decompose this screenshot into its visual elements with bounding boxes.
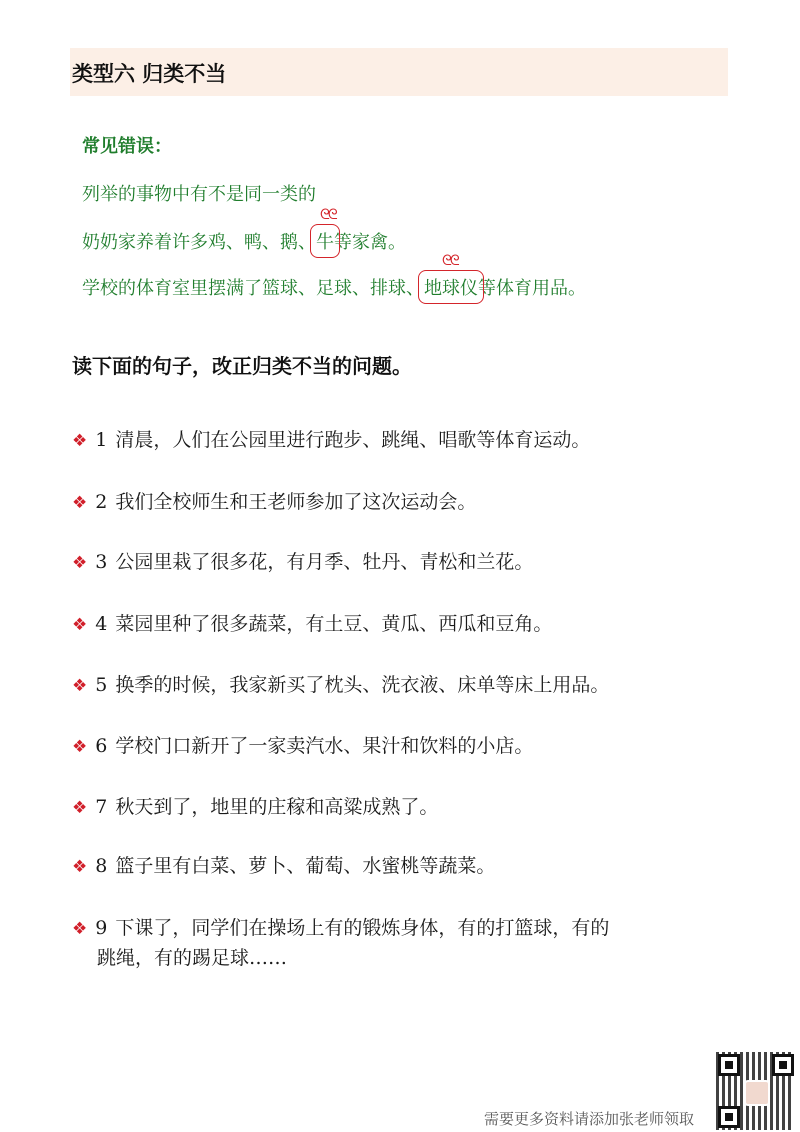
question-text: 篮子里有白菜、萝卜、葡萄、水蜜桃等蔬菜。 <box>115 855 496 877</box>
question-number: 6 <box>95 735 108 757</box>
diamond-bullet-icon: ❖ <box>72 493 88 513</box>
question-text: 秋天到了，地里的庄稼和高粱成熟了。 <box>115 796 439 818</box>
question-item <box>72 730 533 763</box>
error-mark-2: ᘓᘓ <box>442 253 458 269</box>
section-title: 类型六 归类不当 <box>72 62 227 86</box>
question-item <box>72 791 438 824</box>
example-1-before: 奶奶家养着许多鸡、鸭、鹅、 <box>82 232 316 253</box>
diamond-bullet-icon: ❖ <box>72 676 88 696</box>
example-2-after: 等体育用品。 <box>478 278 586 299</box>
question-continuation: 跳绳，有的踢足球…… <box>97 947 288 969</box>
common-errors-heading: 常见错误： <box>82 136 172 157</box>
question-text: 清晨，人们在公园里进行跑步、跳绳、唱歌等体育运动。 <box>115 429 591 451</box>
question-text: 公园里栽了很多花，有月季、牡丹、青松和兰花。 <box>115 551 534 573</box>
question-item <box>72 912 609 945</box>
diamond-bullet-icon: ❖ <box>72 857 88 877</box>
question-number: 9 <box>95 917 108 939</box>
question-number: 3 <box>95 551 108 573</box>
question-number: 2 <box>95 491 108 513</box>
question-text: 学校门口新开了一家卖汽水、果汁和饮料的小店。 <box>115 735 534 757</box>
question-item <box>72 850 495 883</box>
error-mark-1: ᘓᘓ <box>320 207 336 223</box>
diamond-bullet-icon: ❖ <box>72 431 88 451</box>
question-item <box>72 608 552 641</box>
example-2-before: 学校的体育室里摆满了篮球、足球、排球、 <box>82 278 424 299</box>
diamond-bullet-icon: ❖ <box>72 553 88 573</box>
avatar <box>744 1080 770 1106</box>
diamond-bullet-icon: ❖ <box>72 737 88 757</box>
question-number: 7 <box>95 796 108 818</box>
example-1-circled: 牛 ᘓᘓ <box>316 207 336 253</box>
question-number: 1 <box>95 429 108 451</box>
question-text: 下课了，同学们在操场上有的锻炼身体，有的打篮球，有的 <box>115 917 610 939</box>
question-item <box>72 546 533 579</box>
example-2-circled: 地球仪 ᘓᘓ <box>424 253 478 299</box>
question-item <box>72 486 476 519</box>
diamond-bullet-icon: ❖ <box>72 798 88 818</box>
common-errors-description: 列举的事物中有不是同一类的 <box>82 184 316 205</box>
qr-finder-icon <box>718 1054 740 1076</box>
question-number: 5 <box>95 674 108 696</box>
footer-note: 需要更多资料请添加张老师领取 <box>484 1110 695 1128</box>
instruction: 读下面的句子，改正归类不当的问题。 <box>72 354 412 378</box>
question-item <box>72 669 609 702</box>
question-text: 我们全校师生和王老师参加了这次运动会。 <box>115 491 477 513</box>
diamond-bullet-icon: ❖ <box>72 615 88 635</box>
example-line-2 <box>82 253 586 300</box>
diamond-bullet-icon: ❖ <box>72 919 88 939</box>
question-number: 8 <box>95 855 108 877</box>
question-text: 菜园里种了很多蔬菜，有土豆、黄瓜、西瓜和豆角。 <box>115 613 553 635</box>
qr-finder-icon <box>718 1106 740 1128</box>
question-number: 4 <box>95 613 108 635</box>
qr-finder-icon <box>772 1054 794 1076</box>
question-item <box>72 424 590 457</box>
question-text: 换季的时候，我家新买了枕头、洗衣液、床单等床上用品。 <box>115 674 610 696</box>
example-1-after: 等家禽。 <box>334 232 406 253</box>
example-line-1 <box>82 207 406 254</box>
